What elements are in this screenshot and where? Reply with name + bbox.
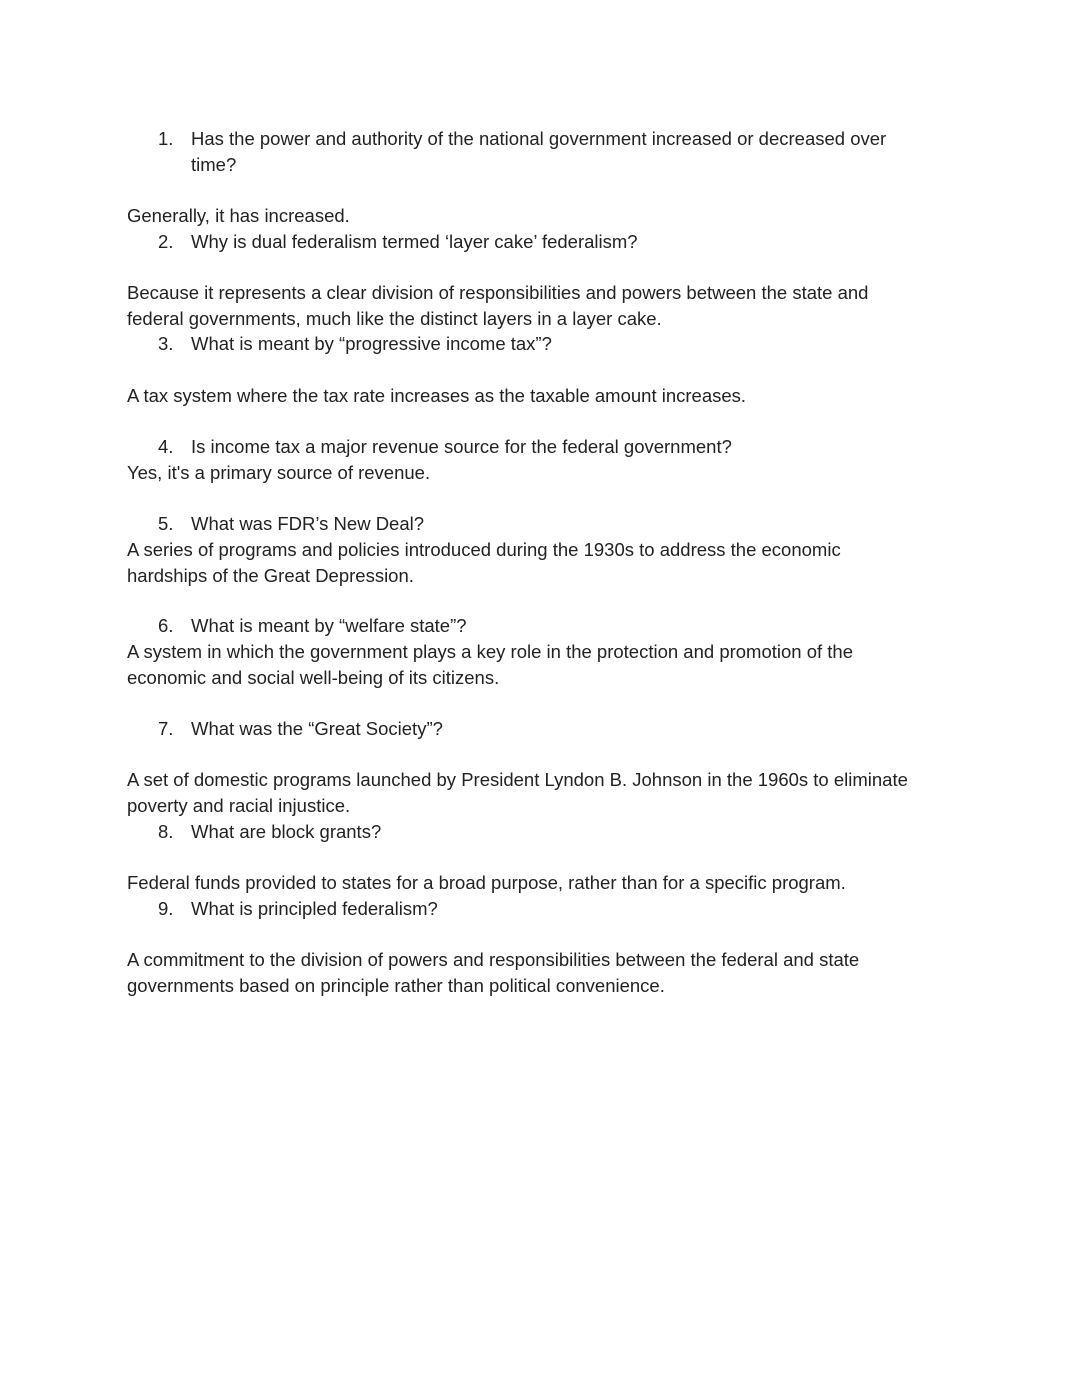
question-number: 1. bbox=[158, 128, 174, 149]
question-number: 4. bbox=[158, 436, 174, 457]
question-text: Is income tax a major revenue source for the federal government? bbox=[191, 436, 732, 457]
question-1-continued bbox=[158, 152, 236, 178]
question-number: 6. bbox=[158, 615, 174, 636]
question-number: 2. bbox=[158, 231, 174, 252]
answer-9-line-1: A commitment to the division of powers and responsibilities between the federal and state bbox=[127, 949, 860, 970]
question-text: What is meant by “welfare state”? bbox=[191, 615, 467, 636]
answer-1: Generally, it has increased. bbox=[127, 205, 350, 226]
answer-5-line-2: hardships of the Great Depression. bbox=[127, 565, 414, 586]
question-number: 8. bbox=[158, 821, 174, 842]
answer-7-line-1: A set of domestic programs launched by President Lyndon B. Johnson in the 1960s to eliminate bbox=[127, 769, 908, 790]
question-text: What was the “Great Society”? bbox=[191, 718, 443, 739]
question-3 bbox=[158, 331, 552, 357]
question-7 bbox=[158, 716, 443, 742]
answer-2-line-1: Because it represents a clear division of responsibilities and powers between the state and bbox=[127, 282, 869, 303]
answer-5-line-1: A series of programs and policies introduced during the 1930s to address the economic bbox=[127, 539, 841, 560]
question-6 bbox=[158, 613, 467, 639]
question-4 bbox=[158, 434, 732, 460]
question-text: time? bbox=[191, 154, 237, 175]
question-8 bbox=[158, 819, 381, 845]
question-9 bbox=[158, 896, 438, 922]
question-number: 3. bbox=[158, 333, 174, 354]
answer-3: A tax system where the tax rate increases as the taxable amount increases. bbox=[127, 385, 747, 406]
answer-2-line-2: federal governments, much like the distinct layers in a layer cake. bbox=[127, 308, 662, 329]
question-number: 7. bbox=[158, 718, 174, 739]
question-1 bbox=[158, 126, 886, 152]
question-2 bbox=[158, 229, 638, 255]
question-text: What is meant by “progressive income tax”? bbox=[191, 333, 552, 354]
question-text: Why is dual federalism termed ‘layer cake’ federalism? bbox=[191, 231, 638, 252]
question-5 bbox=[158, 511, 424, 537]
question-text: What was FDR’s New Deal? bbox=[191, 513, 425, 534]
question-text: Has the power and authority of the national government increased or decreased over bbox=[191, 128, 887, 149]
answer-9-line-2: governments based on principle rather than political convenience. bbox=[127, 975, 665, 996]
answer-7-line-2: poverty and racial injustice. bbox=[127, 795, 351, 816]
question-text: What is principled federalism? bbox=[191, 898, 438, 919]
answer-8: Federal funds provided to states for a broad purpose, rather than for a specific program. bbox=[127, 872, 846, 893]
answer-6-line-2: economic and social well-being of its citizens. bbox=[127, 667, 500, 688]
question-text: What are block grants? bbox=[191, 821, 382, 842]
answer-4: Yes, it's a primary source of revenue. bbox=[127, 462, 431, 483]
answer-6-line-1: A system in which the government plays a key role in the protection and promotion of the bbox=[127, 641, 854, 662]
question-number: 5. bbox=[158, 513, 174, 534]
question-number: 9. bbox=[158, 898, 174, 919]
